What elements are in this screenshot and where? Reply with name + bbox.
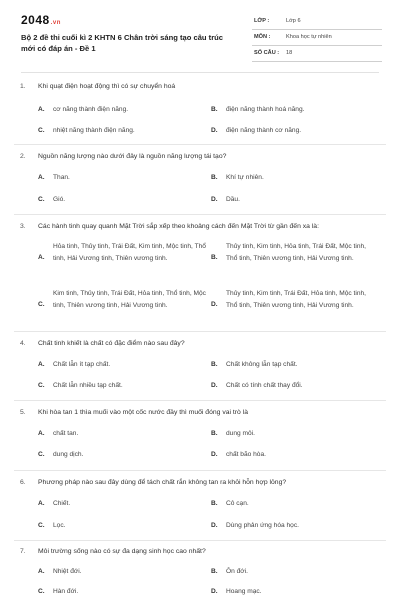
option-text: Dầu. bbox=[226, 196, 240, 203]
question-stem: Khi quạt điện hoạt động thì có sự chuyển hoá bbox=[38, 83, 176, 90]
question-stem: Khi hòa tan 1 thìa muối vào một cốc nước đầy thì muối đóng vai trò là bbox=[38, 409, 249, 416]
option-text: Chất không lẫn tạp chất. bbox=[226, 361, 298, 368]
question-text bbox=[20, 340, 185, 347]
question-text bbox=[20, 548, 206, 555]
option-letter: B. bbox=[211, 568, 218, 575]
option-text: Kim tinh, Thủy tinh, Trái Đất, Hỏa tinh, Thổ tinh, Mộc tinh, Thiên vương tinh, Hải Vương tinh. bbox=[53, 290, 206, 309]
option-letter: A. bbox=[38, 361, 45, 368]
question-divider bbox=[14, 470, 386, 471]
question-text bbox=[20, 153, 226, 160]
option-text: nhiệt năng thành điện năng. bbox=[53, 127, 135, 134]
option-text: Hỏa tinh, Thủy tinh, Trái Đất, Kim tinh, Mộc tinh, Thổ tinh, Hải Vương tinh, Thiên vương tinh. bbox=[53, 243, 206, 262]
question-number: 2. bbox=[20, 153, 26, 160]
question-stem: Môi trường sống nào có sự đa dạng sinh học cao nhất? bbox=[38, 548, 206, 555]
meta-value: Lớp 6 bbox=[286, 18, 301, 24]
question-divider bbox=[14, 144, 386, 145]
option-letter: A. bbox=[38, 106, 45, 113]
option-letter: C. bbox=[38, 451, 45, 458]
question-number: 3. bbox=[20, 223, 26, 230]
option-letter: B. bbox=[211, 254, 218, 261]
question-number: 4. bbox=[20, 340, 26, 347]
question-number: 5. bbox=[20, 409, 26, 416]
logo-suffix: .vn bbox=[50, 20, 61, 26]
option-letter: A. bbox=[38, 500, 45, 507]
meta-label: SỐ CÂU : bbox=[254, 50, 280, 56]
question-text bbox=[20, 223, 319, 230]
question-text bbox=[20, 83, 175, 90]
option-letter: B. bbox=[211, 430, 218, 437]
question-number: 6. bbox=[20, 479, 26, 486]
option-letter: C. bbox=[38, 382, 45, 389]
option-text: Dùng phản ứng hóa học. bbox=[226, 522, 299, 529]
exam-meta-table bbox=[252, 14, 382, 62]
site-logo[interactable] bbox=[21, 13, 61, 27]
option-text: Chất lẫn ít tạp chất. bbox=[53, 361, 111, 368]
question-divider bbox=[14, 400, 386, 401]
option-text: Thủy tinh, Kim tinh, Hỏa tinh, Trái Đất, Mộc tinh, Thổ tinh, Thiên vương tinh, Hải Vương tinh. bbox=[226, 243, 366, 262]
option-text: Ôn đới. bbox=[226, 568, 248, 575]
option-letter: D. bbox=[211, 588, 218, 595]
option-letter: A. bbox=[38, 254, 45, 261]
question-stem: Phương pháp nào sau đây dùng để tách chất rắn không tan ra khỏi hỗn hợp lỏng? bbox=[38, 479, 287, 486]
option-text: Lọc. bbox=[53, 522, 66, 529]
option-letter: D. bbox=[211, 196, 218, 203]
option-text: Than. bbox=[53, 174, 70, 181]
option-letter: B. bbox=[211, 500, 218, 507]
option-text: Chiết. bbox=[53, 500, 71, 507]
meta-row-subject bbox=[252, 30, 382, 46]
meta-value: 18 bbox=[286, 50, 293, 56]
option-letter: B. bbox=[211, 174, 218, 181]
question-text bbox=[20, 479, 286, 486]
question-divider bbox=[14, 540, 386, 541]
option-letter: D. bbox=[211, 382, 218, 389]
option-text: Hàn đới. bbox=[53, 588, 79, 595]
option-text: Chất có tính chất thay đổi. bbox=[226, 382, 303, 389]
option-text: Thủy tinh, Kim tinh, Trái Đất, Hỏa tinh, Mộc tinh, Thổ tinh, Thiên vương tinh, Hải Vương tinh. bbox=[226, 290, 366, 309]
option-letter: C. bbox=[38, 301, 45, 308]
option-letter: C. bbox=[38, 127, 45, 134]
question-number: 7. bbox=[20, 548, 26, 555]
option-text: điện năng thành cơ năng. bbox=[226, 127, 302, 134]
option-text: chất tan. bbox=[53, 430, 79, 437]
meta-label: LỚP : bbox=[254, 18, 270, 24]
question-stem: Nguồn năng lượng nào dưới đây là nguồn năng lượng tái tạo? bbox=[38, 153, 227, 160]
meta-row-class bbox=[252, 14, 382, 30]
question-divider bbox=[14, 214, 386, 215]
option-letter: B. bbox=[211, 361, 218, 368]
option-text: Gió. bbox=[53, 196, 66, 203]
option-letter: C. bbox=[38, 196, 45, 203]
option-text: Chất lẫn nhiều tạp chất. bbox=[53, 382, 123, 389]
option-text: dung môi. bbox=[226, 430, 255, 437]
meta-value: Khoa học tự nhiên bbox=[286, 34, 332, 40]
question-number: 1. bbox=[20, 83, 26, 90]
option-letter: D. bbox=[211, 127, 218, 134]
header-divider bbox=[21, 72, 379, 73]
option-letter: D. bbox=[211, 522, 218, 529]
option-letter: B. bbox=[211, 106, 218, 113]
option-text: Cô cạn. bbox=[226, 500, 249, 507]
option-text: chất bão hòa. bbox=[226, 451, 266, 458]
option-letter: A. bbox=[38, 174, 45, 181]
question-stem: Các hành tinh quay quanh Mặt Trời sắp xếp theo khoảng cách đến Mặt Trời từ gần đến xa là: bbox=[38, 223, 319, 230]
option-letter: A. bbox=[38, 568, 45, 575]
option-letter: D. bbox=[211, 451, 218, 458]
question-text bbox=[20, 409, 248, 416]
option-text: điện năng thành hoá năng. bbox=[226, 106, 305, 113]
option-text: Khí tự nhiên. bbox=[226, 174, 264, 181]
question-stem: Chất tinh khiết là chất có đặc điểm nào sau đây? bbox=[38, 340, 185, 347]
document-title: Bộ 2 đề thi cuối kì 2 KHTN 6 Chân trời sáng tạo câu trúc mới có đáp án - Đề 1 bbox=[21, 33, 224, 53]
document-header bbox=[0, 0, 400, 70]
option-letter: A. bbox=[38, 430, 45, 437]
option-letter: C. bbox=[38, 588, 45, 595]
option-text: Nhiệt đới. bbox=[53, 568, 82, 575]
question-divider bbox=[14, 331, 386, 332]
logo-text: 2048 bbox=[21, 13, 50, 27]
option-letter: D. bbox=[211, 301, 218, 308]
option-text: cơ năng thành điện năng. bbox=[53, 106, 129, 113]
option-letter: C. bbox=[38, 522, 45, 529]
meta-label: MÔN : bbox=[254, 34, 271, 40]
meta-row-question-count bbox=[252, 46, 382, 62]
option-text: Hoang mạc. bbox=[226, 588, 262, 595]
option-text: dung dịch. bbox=[53, 451, 84, 458]
